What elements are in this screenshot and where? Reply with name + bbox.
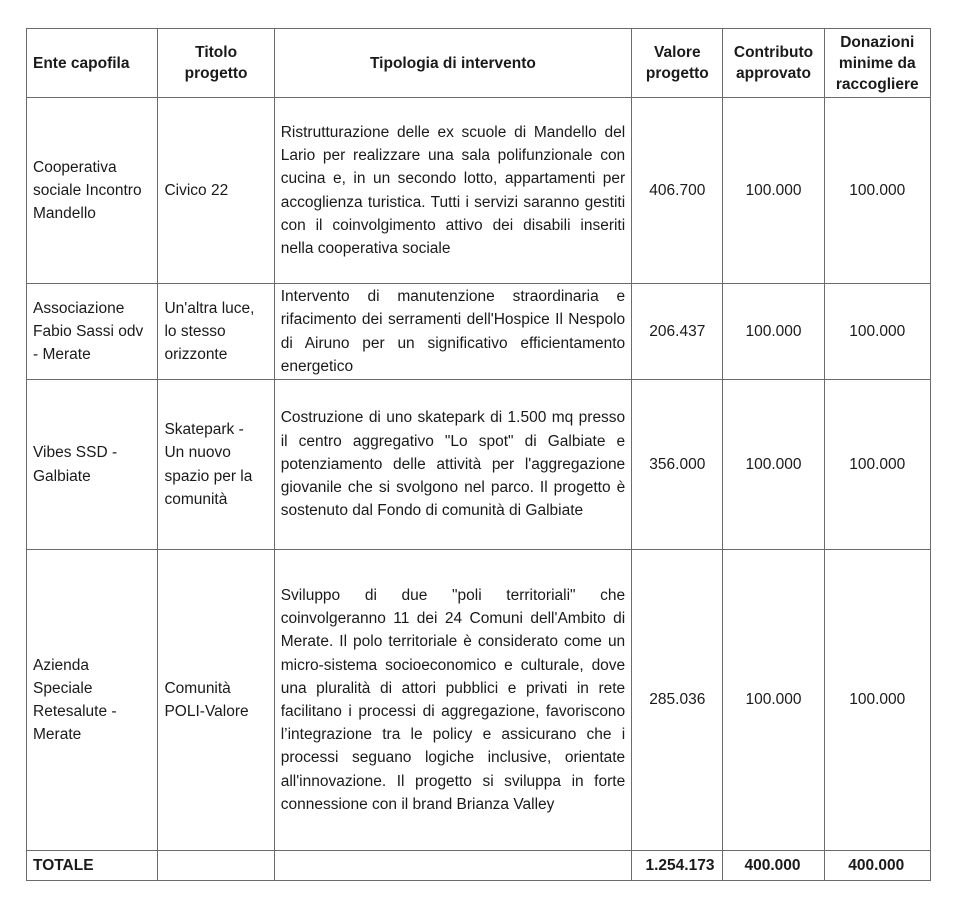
cell-titolo: Civico 22 xyxy=(158,98,274,284)
total-tipologia xyxy=(274,851,631,881)
header-ente-capofila: Ente capofila xyxy=(27,29,158,98)
header-tipologia-intervento: Tipologia di intervento xyxy=(274,29,631,98)
cell-tipologia: Costruzione di uno skatepark di 1.500 mq presso il centro aggregativo "Lo spot" di Galbiate e potenziamento delle attività per l'aggregazione giovanile che si svolgono nel parco. Il progetto è sostenuto dal Fondo di comunità di Galbiate xyxy=(274,380,631,550)
cell-contributo: 100.000 xyxy=(723,284,824,380)
table-row xyxy=(27,284,931,380)
cell-ente: Azienda Speciale Retesalute - Merate xyxy=(27,550,158,851)
header-titolo-progetto: Titolo progetto xyxy=(158,29,274,98)
cell-contributo: 100.000 xyxy=(723,380,824,550)
cell-titolo: Skatepark - Un nuovo spazio per la comunità xyxy=(158,380,274,550)
cell-ente: Associazione Fabio Sassi odv - Merate xyxy=(27,284,158,380)
projects-table xyxy=(26,28,931,881)
cell-tipologia: Ristrutturazione delle ex scuole di Mandello del Lario per realizzare una sala polifunzionale con cucina e, in un secondo lotto, appartamenti per accoglienza turistica. Tutti i servizi saranno gestiti con il coinvolgimento attivo dei disabili inseriti nella cooperativa sociale xyxy=(274,98,631,284)
table-row xyxy=(27,380,931,550)
cell-donazioni: 100.000 xyxy=(824,284,931,380)
total-row xyxy=(27,851,931,881)
cell-valore: 356.000 xyxy=(632,380,723,550)
cell-valore: 206.437 xyxy=(632,284,723,380)
cell-valore: 285.036 xyxy=(632,550,723,851)
cell-ente: Cooperativa sociale Incontro Mandello xyxy=(27,98,158,284)
cell-tipologia: Intervento di manutenzione straordinaria e rifacimento dei serramenti dell'Hospice Il Nespolo di Airuno per un significativo efficientamento energetico xyxy=(274,284,631,380)
cell-donazioni: 100.000 xyxy=(824,380,931,550)
table-row xyxy=(27,550,931,851)
cell-contributo: 100.000 xyxy=(723,98,824,284)
header-donazioni-minime: Donazioni minime da raccogliere xyxy=(824,29,931,98)
cell-titolo: Comunità POLI-Valore xyxy=(158,550,274,851)
total-donazioni: 400.000 xyxy=(824,851,931,881)
cell-tipologia: Sviluppo di due "poli territoriali" che coinvolgeranno 11 dei 24 Comuni dell'Ambito di Merate. Il polo territoriale è considerato come un micro-sistema socioeconomico e culturale, dove una pluralità di attori pubblici e privati in rete facilitano i processi di aggregazione, favoriscono l’integrazione tra le policy e assicurano che i processi seguano logiche inclusive, orientate all'innovazione. Il progetto si sviluppa in forte connessione con il brand Brianza Valley xyxy=(274,550,631,851)
header-contributo-approvato: Contributo approvato xyxy=(723,29,824,98)
cell-donazioni: 100.000 xyxy=(824,98,931,284)
total-contributo: 400.000 xyxy=(723,851,824,881)
header-valore-progetto: Valore progetto xyxy=(632,29,723,98)
total-titolo xyxy=(158,851,274,881)
cell-ente: Vibes SSD - Galbiate xyxy=(27,380,158,550)
cell-contributo: 100.000 xyxy=(723,550,824,851)
total-valore: 1.254.173 xyxy=(632,851,723,881)
total-label: TOTALE xyxy=(27,851,158,881)
cell-donazioni: 100.000 xyxy=(824,550,931,851)
header-row xyxy=(27,29,931,98)
table-row xyxy=(27,98,931,284)
cell-titolo: Un'altra luce, lo stesso orizzonte xyxy=(158,284,274,380)
cell-valore: 406.700 xyxy=(632,98,723,284)
